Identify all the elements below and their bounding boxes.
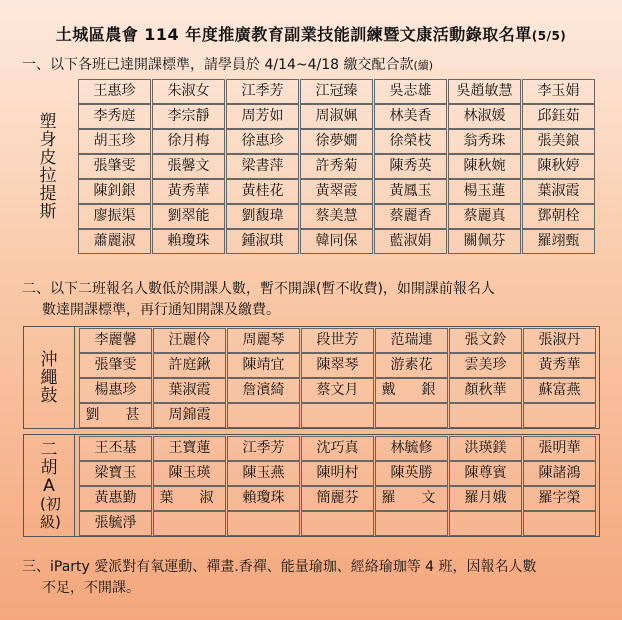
- name-cell: 蕭麗淑: [78, 229, 151, 254]
- name-cell: 戴 銀: [375, 378, 448, 403]
- name-cell: 范瑞連: [375, 328, 448, 353]
- name-cell: 朱淑女: [152, 79, 225, 104]
- empty-cell: [449, 403, 522, 428]
- name-cell: 梁寶玉: [79, 461, 152, 486]
- name-cell: 顏秋華: [449, 378, 522, 403]
- name-cell: 韓同保: [300, 229, 373, 254]
- name-cell: 陳翠琴: [301, 353, 374, 378]
- name-cell: 張淑丹: [523, 328, 596, 353]
- name-cell: 鄧朝栓: [522, 204, 595, 229]
- name-cell: 翁秀珠: [448, 129, 521, 154]
- class-label-sculpt-text: 塑身皮拉提斯: [39, 111, 57, 222]
- name-cell: 張美鋃: [522, 129, 595, 154]
- roster-table-drum: [79, 327, 599, 428]
- name-cell: 李宗靜: [152, 104, 225, 129]
- name-cell: 張文鈴: [449, 328, 522, 353]
- name-cell: 李玉娟: [522, 79, 595, 104]
- name-cell: 周錦霞: [153, 403, 226, 428]
- page-title: [0, 22, 622, 45]
- empty-cell: [227, 511, 300, 536]
- name-cell: 藍淑娟: [374, 229, 447, 254]
- name-cell: 蔡麗真: [448, 204, 521, 229]
- name-cell: 陳釗銀: [78, 179, 151, 204]
- name-cell: 周淑姵: [300, 104, 373, 129]
- name-cell: 陳諸鴻: [523, 461, 596, 486]
- name-cell: 張馨文: [152, 154, 225, 179]
- name-cell: 周芳如: [226, 104, 299, 129]
- class-label-drum: [24, 327, 75, 428]
- name-cell: 徐月梅: [152, 129, 225, 154]
- section-2-line-1: 二、以下二班報名人數低於開課人數，暫不開課(暫不收費)，如開課前報名人: [22, 281, 495, 297]
- name-cell: 蘇富燕: [523, 378, 596, 403]
- name-cell: 陳秋婷: [522, 154, 595, 179]
- name-cell: 洪瑛鎂: [449, 436, 522, 461]
- name-cell: 鍾淑琪: [226, 229, 299, 254]
- name-cell: 關佩芬: [448, 229, 521, 254]
- name-cell: 許秀菊: [300, 154, 373, 179]
- name-cell: 蔡麗香: [374, 204, 447, 229]
- table-row: [78, 104, 598, 129]
- name-cell: 梁書萍: [226, 154, 299, 179]
- name-cell: 黃桂花: [226, 179, 299, 204]
- name-cell: 沈巧真: [301, 436, 374, 461]
- name-cell: 江季芳: [227, 436, 300, 461]
- empty-cell: [449, 511, 522, 536]
- name-cell: 黃秀華: [523, 353, 596, 378]
- name-cell: 劉馥瑋: [226, 204, 299, 229]
- section-1-heading: [22, 55, 433, 76]
- name-cell: 游素花: [375, 353, 448, 378]
- name-cell: 羅月娥: [449, 486, 522, 511]
- empty-cell: [375, 403, 448, 428]
- name-cell: 張肇雯: [79, 353, 152, 378]
- class-label-erhu-text: 二胡A: [40, 439, 58, 496]
- name-cell: 陳明村: [301, 461, 374, 486]
- empty-cell: [301, 403, 374, 428]
- name-cell: 徐榮枝: [374, 129, 447, 154]
- name-cell: 簡麗芬: [301, 486, 374, 511]
- name-cell: 蔡美慧: [300, 204, 373, 229]
- name-cell: 賴瓊珠: [227, 486, 300, 511]
- name-cell: 羅翊甄: [522, 229, 595, 254]
- name-cell: 張肇雯: [78, 154, 151, 179]
- table-row: [79, 436, 599, 461]
- name-cell: 陳玉瑛: [153, 461, 226, 486]
- name-cell: 陳英勝: [375, 461, 448, 486]
- name-cell: 劉 甚: [79, 403, 152, 428]
- empty-cell: [153, 511, 226, 536]
- name-cell: 賴瓊珠: [152, 229, 225, 254]
- class-label-erhu-level: (初級): [40, 494, 61, 531]
- name-cell: 徐惠珍: [226, 129, 299, 154]
- empty-cell: [301, 511, 374, 536]
- name-cell: 葉淑霞: [153, 378, 226, 403]
- table-row: [79, 328, 599, 353]
- empty-cell: [227, 403, 300, 428]
- name-cell: 黃翠霞: [300, 179, 373, 204]
- name-cell: 徐夢嫺: [300, 129, 373, 154]
- table-row: [79, 378, 599, 403]
- table-row: [79, 486, 599, 511]
- title-page-indicator: (5/5): [531, 29, 567, 43]
- class-label-erhu: [24, 435, 75, 536]
- table-row: [79, 403, 599, 428]
- name-cell: 羅字榮: [523, 486, 596, 511]
- name-cell: 楊惠珍: [79, 378, 152, 403]
- table-row: [78, 129, 598, 154]
- name-cell: 張毓淨: [79, 511, 152, 536]
- table-row: [79, 353, 599, 378]
- name-cell: 王惠珍: [78, 79, 151, 104]
- name-cell: 吳志雄: [374, 79, 447, 104]
- name-cell: 陳靖宜: [227, 353, 300, 378]
- class-label-sculpt: [23, 78, 73, 255]
- name-cell: 林毓修: [375, 436, 448, 461]
- roster-table-erhu: [79, 435, 599, 536]
- name-cell: 段世芳: [301, 328, 374, 353]
- name-cell: 楊玉蓮: [448, 179, 521, 204]
- name-cell: 許庭鍬: [153, 353, 226, 378]
- table-row: [79, 461, 599, 486]
- name-cell: 王丕基: [79, 436, 152, 461]
- table-row: [79, 511, 599, 536]
- section-1-note: (續): [413, 59, 434, 72]
- section-2-line-2: 數達開課標準，再行通知開課及繳費。: [42, 302, 280, 318]
- table-row: [78, 229, 598, 254]
- name-cell: 周麗琴: [227, 328, 300, 353]
- name-cell: 陳秀英: [374, 154, 447, 179]
- class-group-drum: [23, 326, 600, 429]
- name-cell: 李麗馨: [79, 328, 152, 353]
- name-cell: 李秀庭: [78, 104, 151, 129]
- class-group-sculpt: [23, 78, 598, 255]
- section-1-text: 一、以下各班已達開課標準，請學員於 4/14~4/18 繳交配合款: [22, 57, 414, 73]
- name-cell: 劉翠能: [152, 204, 225, 229]
- name-cell: 詹濱綺: [227, 378, 300, 403]
- section-2-text: [22, 279, 495, 321]
- table-row: [78, 179, 598, 204]
- name-cell: 吳趙敏慧: [448, 79, 521, 104]
- name-cell: 廖振渠: [78, 204, 151, 229]
- table-row: [78, 154, 598, 179]
- name-cell: 林美香: [374, 104, 447, 129]
- name-cell: 黃秀華: [152, 179, 225, 204]
- empty-cell: [523, 511, 596, 536]
- name-cell: 蔡文月: [301, 378, 374, 403]
- name-cell: 王寶蓮: [153, 436, 226, 461]
- name-cell: 陳尊賓: [449, 461, 522, 486]
- name-cell: 江冠臻: [300, 79, 373, 104]
- roster-table-sculpt: [78, 78, 598, 254]
- section-3-line-1: 三、iParty 愛派對有氧運動、禪畫.香禪、能量瑜珈、經絡瑜珈等 4 班，因報名人數: [22, 559, 537, 575]
- empty-cell: [523, 403, 596, 428]
- class-group-erhu: [23, 434, 600, 537]
- name-cell: 黃鳳玉: [374, 179, 447, 204]
- name-cell: 胡玉珍: [78, 129, 151, 154]
- name-cell: 黃惠勤: [79, 486, 152, 511]
- class-label-erhu-stack: [40, 439, 61, 531]
- name-cell: 江季芳: [226, 79, 299, 104]
- name-cell: 林淑媛: [448, 104, 521, 129]
- name-cell: 羅 文: [375, 486, 448, 511]
- class-label-drum-text: 沖繩鼓: [40, 349, 58, 406]
- name-cell: 張明華: [523, 436, 596, 461]
- section-3-line-2: 不足，不開課。: [42, 580, 140, 596]
- name-cell: 雲美珍: [449, 353, 522, 378]
- table-row: [78, 204, 598, 229]
- name-cell: 邱鈺茹: [522, 104, 595, 129]
- title-text: 土城區農會 114 年度推廣教育副業技能訓練暨文康活動錄取名單: [55, 25, 532, 44]
- name-cell: 陳玉燕: [227, 461, 300, 486]
- empty-cell: [375, 511, 448, 536]
- name-cell: 葉淑霞: [522, 179, 595, 204]
- name-cell: 葉 淑: [153, 486, 226, 511]
- name-cell: 陳秋婉: [448, 154, 521, 179]
- section-3-text: [22, 557, 537, 599]
- table-row: [78, 79, 598, 104]
- name-cell: 汪麗伶: [153, 328, 226, 353]
